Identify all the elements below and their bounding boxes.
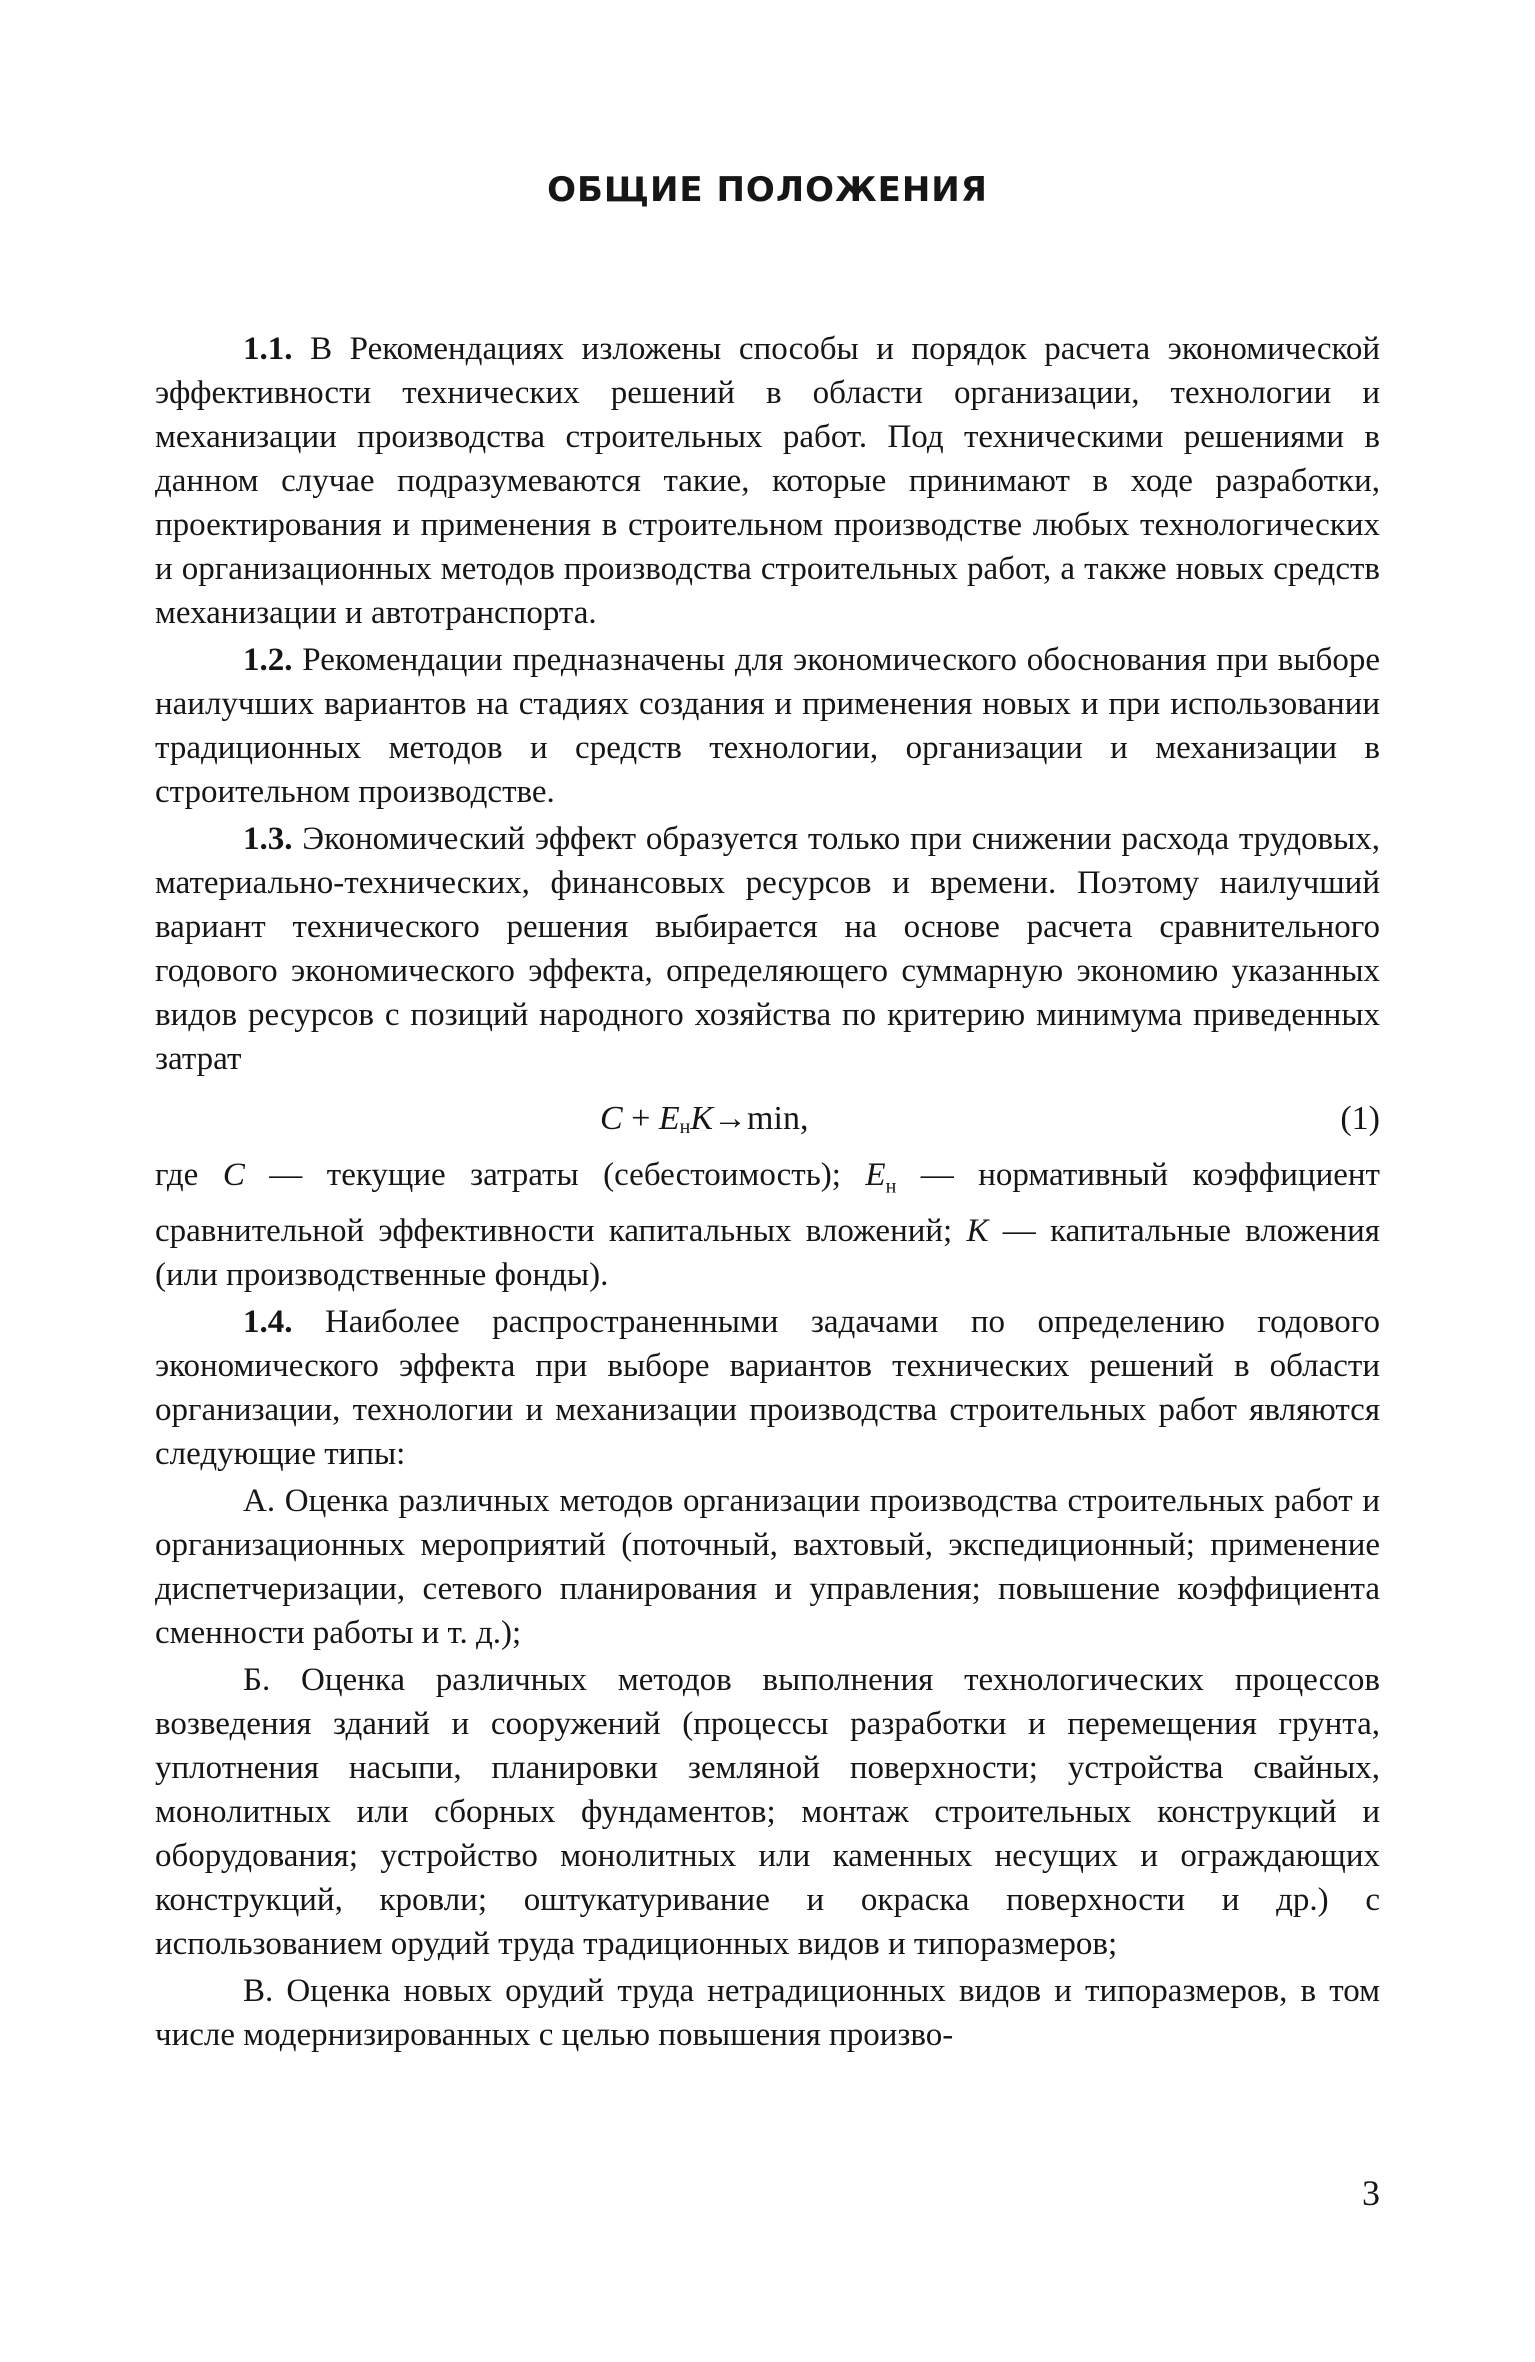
paragraph-1-1 bbox=[155, 327, 1380, 635]
paragraph-1-4 bbox=[155, 1300, 1380, 1476]
paragraph-where bbox=[155, 1153, 1380, 1297]
equation-number: (1) bbox=[1340, 1100, 1380, 1137]
formula-arrow-min: →min, bbox=[713, 1100, 809, 1137]
list-item-b: Б. Оценка различных методов выполнения технологических процессов возведения зданий и сооружений (процессы разработки и перемещения грунта, уплотнения насыпи, планировки земляной поверхности; устройства свайных, монолитных или сборных фундаментов; монтаж строительных конструкций и оборудования; устройство монолитных или каменных несущих и ограждающих конструкций, кровли; оштукатуривание и окраска поверхности и др.) с использованием орудий труда традиционных видов и типоразмеров; bbox=[155, 1661, 1380, 1962]
where-text-4: — капитальные вложения (или производственные фонды). bbox=[155, 1212, 1380, 1293]
where-text-3: — нормативный коэффициент сравнительной эффективности капитальных вложений; bbox=[155, 1157, 1380, 1249]
section-number: 1.2. bbox=[243, 642, 293, 678]
formula-1 bbox=[155, 1087, 1380, 1149]
document-body bbox=[155, 327, 1380, 2060]
formula-c: C bbox=[600, 1100, 623, 1137]
list-item-a: А. Оценка различных методов организации производства строительных работ и организационных мероприятий (поточный, вахтовый, экспедиционный; применение диспетчеризации, сетевого планирования и управления; повышение коэффициента сменности работы и т. д.); bbox=[155, 1482, 1380, 1651]
where-text-1: где bbox=[155, 1157, 223, 1193]
formula-e-subscript: н bbox=[679, 1116, 691, 1138]
document-page bbox=[155, 0, 1380, 2362]
page-number: 3 bbox=[1362, 2173, 1380, 2213]
section-number: 1.3. bbox=[243, 821, 293, 857]
formula-expression bbox=[600, 1097, 808, 1149]
list-item-v: В. Оценка новых орудий труда нетрадиционных видов и типоразмеров, в том числе модернизированных с целью повышения произво- bbox=[155, 1972, 1380, 2053]
where-e: E bbox=[865, 1157, 886, 1193]
formula-e: E bbox=[658, 1100, 680, 1137]
section-number: 1.1. bbox=[243, 331, 293, 367]
paragraph-text: В Рекомендациях изложены способы и порядок расчета экономической эффективности технических решений в области организации, технологии и механизации производства строительных работ. Под техническими решениями в данном случае подразумеваются такие, которые принимают в ходе разработки, проектирования и применения в строительном производстве любых технологических и организационных методов производства строительных работ, а также новых средств механизации и автотранспорта. bbox=[155, 331, 1380, 631]
paragraph-text: Наиболее распространенными задачами по определению годового экономического эффекта при выборе вариантов технических решений в области организации, технологии и механизации производства строительных работ являются следующие типы: bbox=[155, 1303, 1380, 1472]
section-number: 1.4. bbox=[243, 1303, 293, 1340]
formula-plus: + bbox=[622, 1100, 659, 1137]
paragraph-text: Рекомендации предназначены для экономического обоснования при выборе наилучших вариантов на стадиях создания и применения новых и при использовании традиционных методов и средств технологии, организации и механизации в строительном производстве. bbox=[155, 642, 1380, 810]
paragraph-1-3 bbox=[155, 817, 1380, 1081]
where-text-2: — текущие затраты (себестоимость); bbox=[244, 1157, 866, 1193]
paragraph-1-2 bbox=[155, 638, 1380, 814]
paragraph-text: Экономический эффект образуется только при снижении расхода трудовых, материально-технических, финансовых ресурсов и времени. Поэтому наилучший вариант технического решения выбирается на основе расчета сравнительного годового экономического эффекта, определяющего суммарную экономию указанных видов ресурсов с позиций народного хозяйства по критерию минимума приведенных затрат bbox=[155, 821, 1380, 1077]
where-c: C bbox=[222, 1157, 245, 1193]
where-k: K bbox=[966, 1212, 989, 1249]
page-title: ОБЩИЕ ПОЛОЖЕНИЯ bbox=[547, 170, 988, 210]
formula-k: K bbox=[690, 1100, 714, 1137]
where-e-subscript: н bbox=[885, 1175, 897, 1198]
